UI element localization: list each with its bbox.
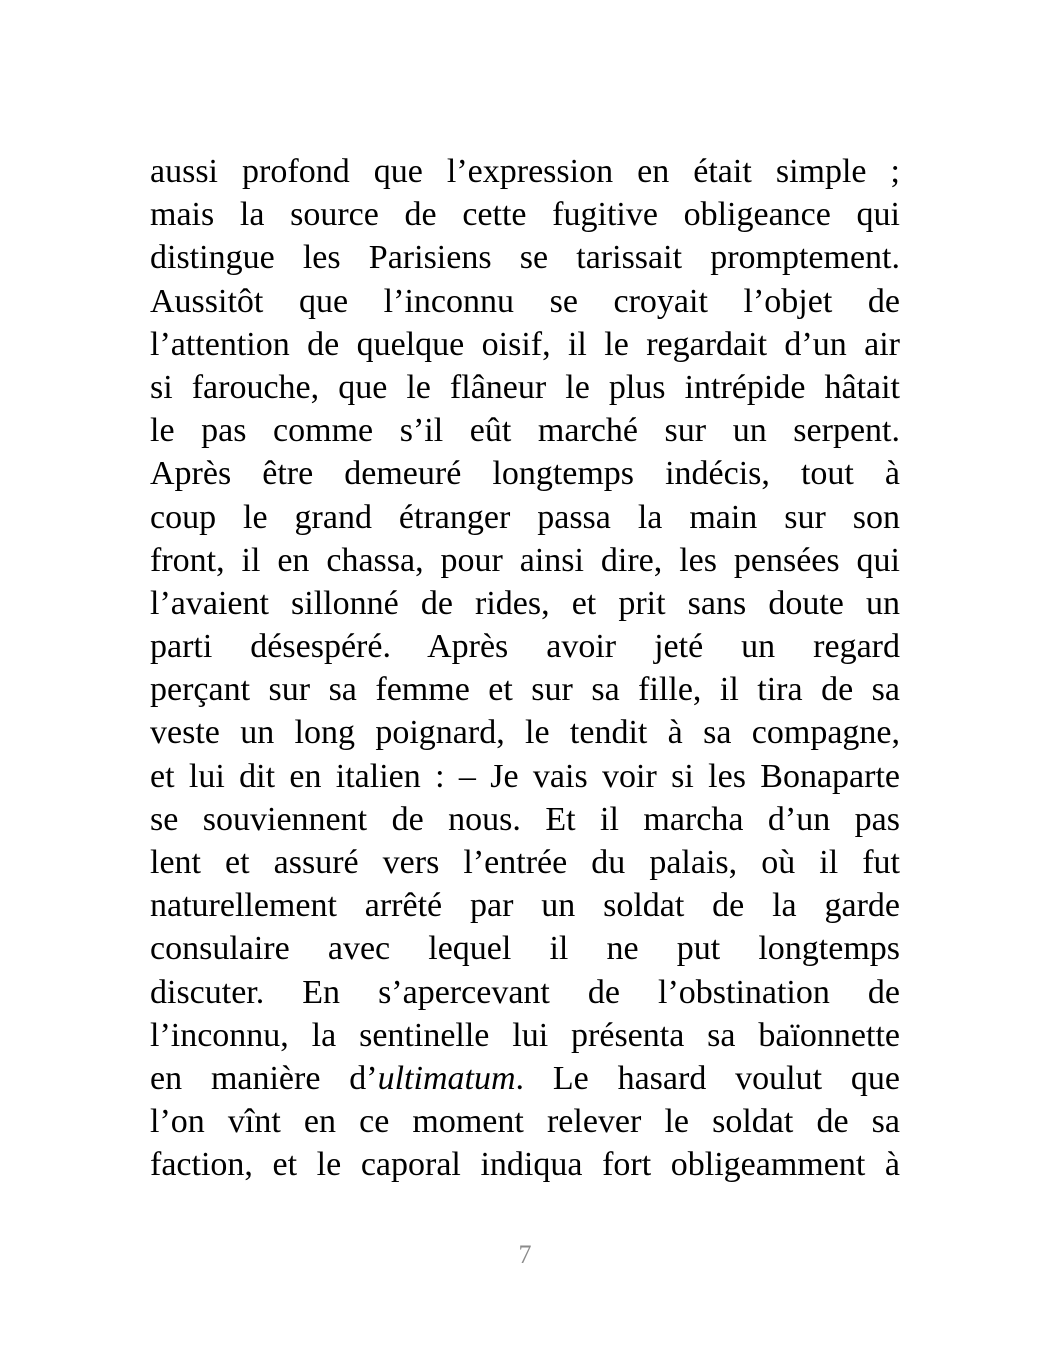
text-line: coup le grand étranger passa la main sur son xyxy=(150,498,900,536)
text-line: veste un long poignard, le tendit à sa compagne, xyxy=(150,714,900,752)
text-line: l’avaient sillonné de rides, et prit sans doute un xyxy=(150,584,900,622)
text-line: l’on vînt en ce moment relever le soldat de sa xyxy=(150,1103,900,1141)
text-line: l’inconnu, la sentinelle lui présenta sa baïonnette xyxy=(150,1016,900,1054)
text-line: si farouche, que le flâneur le plus intrépide hâtait xyxy=(150,368,900,406)
text-line: l’attention de quelque oisif, il le regardait d’un air xyxy=(150,325,900,363)
italic-term: ultimatum xyxy=(377,1059,516,1097)
text-line: parti désespéré. Après avoir jeté un regard xyxy=(150,628,900,666)
text-line: front, il en chassa, pour ainsi dire, les pensées qui xyxy=(150,541,900,579)
text-line: discuter. En s’apercevant de l’obstination de xyxy=(150,973,900,1011)
text-line-with-italic xyxy=(150,1057,900,1100)
text-line: consulaire avec lequel il ne put longtemps xyxy=(150,930,900,968)
page-number: 7 xyxy=(518,1240,532,1269)
body-text xyxy=(150,150,900,1187)
text-line: le pas comme s’il eût marché sur un serpent. xyxy=(150,412,900,450)
text-line: naturellement arrêté par un soldat de la garde xyxy=(150,887,900,925)
text-line: et lui dit en italien : – Je vais voir si les Bonaparte xyxy=(150,757,900,795)
text-line: Aussitôt que l’inconnu se croyait l’objet de xyxy=(150,282,900,320)
text-line: distingue les Parisiens se tarissait promptement. xyxy=(150,239,900,277)
text-line: Après être demeuré longtemps indécis, tout à xyxy=(150,455,900,493)
text-line: faction, et le caporal indiqua fort obligeamment à xyxy=(150,1146,900,1184)
text-line: aussi profond que l’expression en était simple ; xyxy=(150,153,900,190)
text-line: mais la source de cette fugitive obligeance qui xyxy=(150,196,900,234)
text-line: lent et assuré vers l’entrée du palais, où il fut xyxy=(150,844,900,881)
text-segment: . Le hasard voulut que xyxy=(515,1059,900,1097)
text-line: se souviennent de nous. Et il marcha d’un pas xyxy=(150,800,900,838)
text-segment: en manière d’ xyxy=(150,1059,378,1097)
text-line: perçant sur sa femme et sur sa fille, il tira de sa xyxy=(150,671,900,709)
